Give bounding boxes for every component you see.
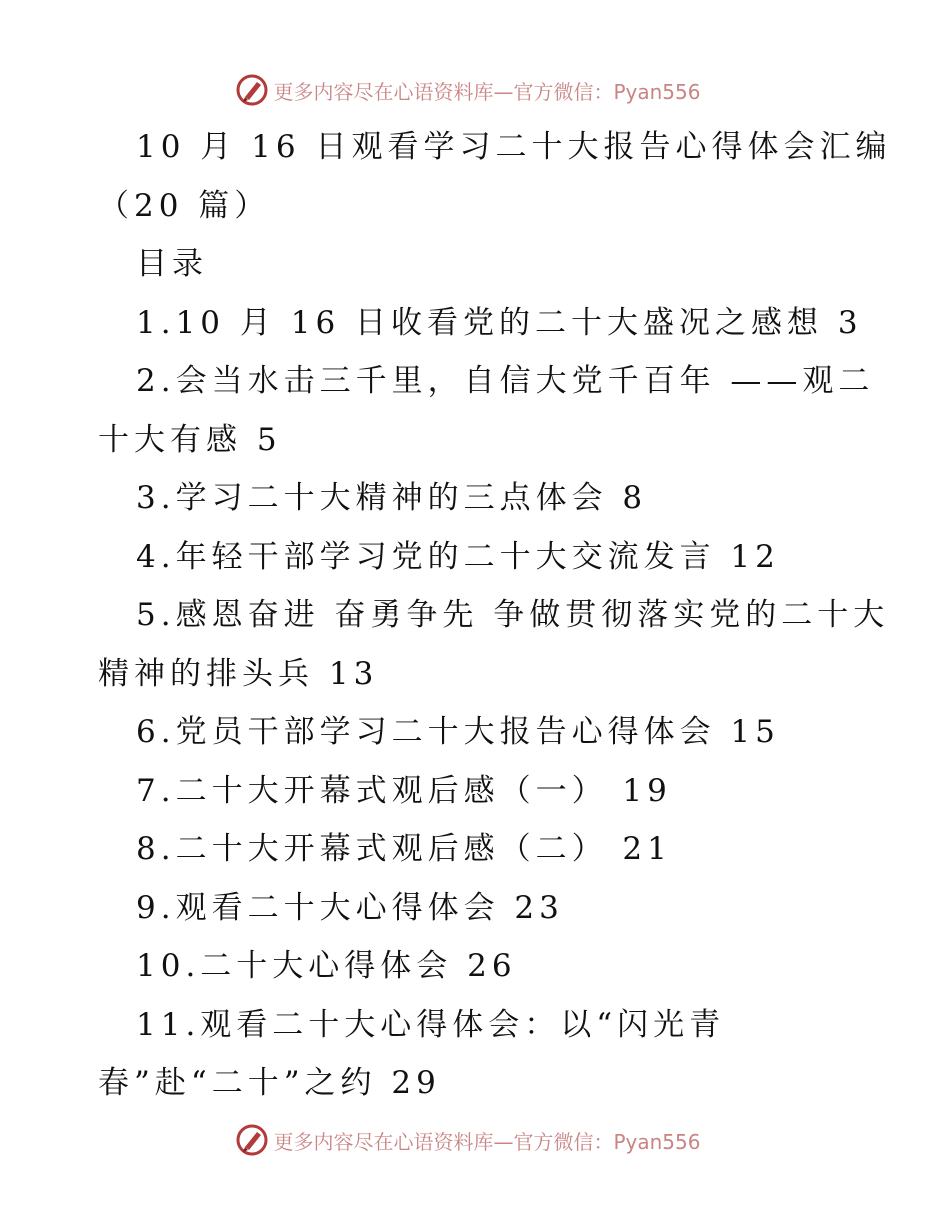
toc-entry: 2.会当水击三千里，自信大党千百年 ——观二 <box>136 363 875 399</box>
document-body <box>98 118 892 1113</box>
toc-entry: 10.二十大心得体会 26 <box>136 948 517 984</box>
toc-entry: 1.10 月 16 日收看党的二十大盛况之感想 3 <box>136 304 863 341</box>
toc-entry-continued: 春”赴“二十”之约 29 <box>98 1065 441 1101</box>
toc-heading: 目录 <box>136 246 208 282</box>
toc-entry: 4.年轻干部学习党的二十大交流发言 12 <box>136 538 780 575</box>
toc-entry: 11.观看二十大心得体会：以“闪光青 <box>136 1006 726 1043</box>
toc-entry: 5.感恩奋进 奋勇争先 争做贯彻落实党的二十大 <box>136 597 890 633</box>
toc-entry-continued: 十大有感 5 <box>98 421 282 458</box>
watermark-footer <box>0 1120 950 1160</box>
toc-entry: 8.二十大开幕式观后感（二） 21 <box>136 831 672 867</box>
document-title: 10 月 16 日观看学习二十大报告心得体会汇编 <box>136 129 892 165</box>
toc-entry: 6.党员干部学习二十大报告心得体会 15 <box>136 714 780 750</box>
toc-entry: 9.观看二十大心得体会 23 <box>136 889 564 926</box>
document-title-continued: （20 篇） <box>98 187 271 224</box>
watermark-header <box>0 70 950 110</box>
toc-entry-continued: 精神的排头兵 13 <box>98 655 379 692</box>
pen-logo-icon <box>235 1123 269 1157</box>
toc-entry: 7.二十大开幕式观后感（一） 19 <box>136 772 672 809</box>
watermark-text: 更多内容尽在心语资料库—官方微信：Pyan556 <box>273 79 701 104</box>
watermark-text: 更多内容尽在心语资料库—官方微信：Pyan556 <box>273 1129 701 1154</box>
toc-entry: 3.学习二十大精神的三点体会 8 <box>136 480 648 516</box>
pen-logo-icon <box>235 73 269 107</box>
